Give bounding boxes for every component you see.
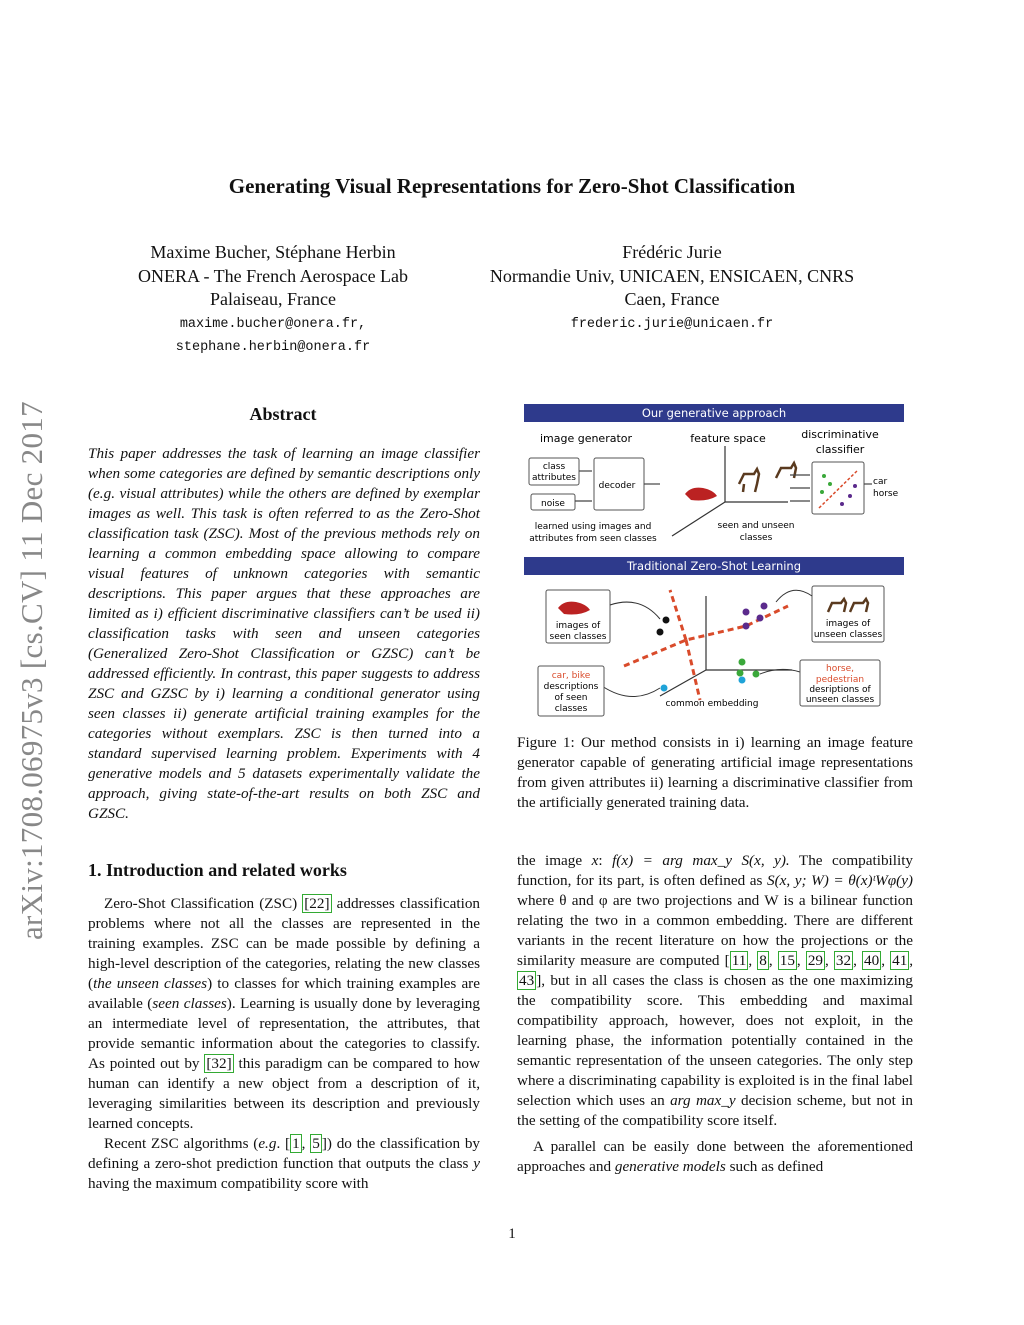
paragraph: the image x: f(x) = arg max_y S(x, y). The compatibility function, for its part, is often defined as S(x, y; W) = θ(x)ᵗWφ(y) where θ and φ are two projections and W is a bilinear function relating the two in a common embedding. There are different variants in the recent literature on how the projections or the similarity measure are computed [ 11 , 8 , 15 , 29 , 32 , 40 , 41 , 43 ], but in all cases the class is chosen as the one maximizing the compatibility score. This embedding and maximal compatibility approach, however, does not exploit, in the learning phase, the information potentially contained in the semantic representation of the unseen categories. The only step where a discriminating capability is exploited is in the final label selection which uses an arg max_y decision scheme, but not in the setting of the compatibility score itself. [517, 852, 914, 1129]
citation-link[interactable]: 5 [312, 1135, 320, 1152]
img-seen-l1: images of [555, 621, 601, 631]
horsep-l3: desriptions of [809, 685, 871, 695]
paragraph: A parallel can be easily done between the aforementioned approaches and generative models such as defined [517, 1138, 913, 1175]
carbike-l1: car, bike [551, 671, 591, 681]
author-names: Maxime Bucher, Stéphane Herbin [150, 242, 396, 262]
citation-link[interactable]: 40 [864, 952, 880, 969]
seen-unseen-l2: classes [739, 533, 773, 543]
figure-caption: Figure 1: Our method consists in i) learning an image feature generator capable of generating artificial image representations from given attributes ii) learning a discriminative classifier from the artificially generated training data. [517, 734, 913, 811]
label-car: car [873, 477, 888, 487]
citation-link[interactable]: 41 [892, 952, 908, 969]
citation-link[interactable]: 8 [759, 952, 767, 969]
author-affiliation: Normandie Univ, UNICAEN, ENSICAEN, CNRS [489, 265, 855, 286]
horsep-l4: unseen classes [805, 695, 875, 705]
author-location: Palaiseau, France [210, 289, 336, 309]
class-attr-l2: attributes [532, 473, 576, 483]
citation-link[interactable]: 32 [835, 952, 852, 969]
author-block-2 [460, 241, 884, 336]
label-horse: horse [873, 489, 899, 499]
citation-link[interactable]: [22] [304, 895, 330, 912]
abstract-text: This paper addresses the task of learning an image classifier when some categories are defined by semantic descriptions only (e.g. visual attributes) while the others are defined by exemplar images as well. This task is often referred to as the Zero-Shot classification task (ZSC). Most of the previous methods rely on learning a common embedding space allowing to compare visual features of unknown categories with semantic descriptions. This paper argues that these approaches are limited as i) efficient discriminative classifiers can’t be used ii) classification tasks with seen and unseen categories (Generalized Zero-Shot Classification or GZSC) can’t be addressed efficiently. In contrast, this paper suggests to address ZSC and GZSC by i) learning a conditional generator using seen classes ii) generate artificial training examples for the categories without exemplars. ZSC is then turned into a standard supervised learning problem. Experiments with 4 generative models and 5 datasets experimentally validate the approach, giving state-of-the-art results on both ZSC and GZSC. [88, 445, 480, 822]
noise-label: noise [541, 499, 565, 509]
citation-link[interactable]: 1 [292, 1135, 300, 1152]
citation-link[interactable]: 29 [807, 952, 823, 969]
common-embedding-label: common embedding [665, 699, 759, 709]
img-unseen-l2: unseen classes [813, 630, 883, 640]
paper-title: Generating Visual Representations for Zero-Shot Classification [228, 174, 796, 198]
horse-image [739, 463, 796, 492]
figure-1 [520, 400, 910, 722]
author-email: stephane.herbin@onera.fr [175, 339, 371, 355]
embedding-axes [660, 596, 792, 696]
citation-link[interactable]: 43 [519, 972, 535, 989]
intro-text [88, 894, 480, 1194]
label-disc-2: classifier [815, 443, 865, 456]
classifier-arrows [790, 475, 810, 501]
banner-bottom-label: Traditional Zero-Shot Learning [626, 559, 802, 573]
carbike-l4: classes [554, 704, 588, 714]
seen-unseen-l1: seen and unseen [717, 521, 795, 531]
citation-link[interactable]: 15 [779, 952, 795, 969]
label-feature-space: feature space [690, 432, 766, 445]
author-email: frederic.jurie@unicaen.fr [570, 316, 774, 332]
author-affiliation: ONERA - The French Aerospace Lab [137, 265, 409, 286]
decoder-label: decoder [598, 481, 636, 491]
class-attr-l1: class [542, 462, 566, 472]
paragraph: Zero-Shot Classification (ZSC) [22] addresses classification problems where not all the classes are represented in the training examples. ZSC can be made possible by defining a high-level description of the categories, relating the new classes (the unseen classes) to classes for which training examples are available (seen classes). Learning is usually done by leveraging an intermediate level of representation, the attributes, that provide semantic information about the categories to classify. As pointed out by [32] this paradigm can be compared to how human can identify a new object from a description of it, leveraging similarities between its description and previously learned concepts. [88, 895, 481, 1132]
author-block-1 [118, 241, 428, 359]
label-disc-1: discriminative [801, 428, 879, 441]
page-number: 1 [508, 1226, 516, 1242]
label-image-generator: image generator [539, 432, 633, 445]
img-seen-l2: seen classes [549, 632, 607, 642]
arxiv-stamp: arXiv:1708.06975v3 [cs.CV] 11 Dec 2017 [14, 401, 49, 940]
learned-l1: learned using images and [534, 522, 652, 532]
section-heading: 1. Introduction and related works [88, 860, 347, 880]
carbike-l2: descriptions [543, 682, 599, 692]
right-column-text [517, 851, 913, 1177]
learned-l2: attributes from seen classes [529, 534, 657, 544]
car-image [685, 488, 717, 501]
paragraph: Recent ZSC algorithms (e.g. [ 1 , 5 ]) do the classification by defining a zero-shot prediction function that outputs the class y having the maximum compatibility score with [88, 1135, 481, 1192]
carbike-l3: of seen [554, 693, 588, 703]
author-names: Frédéric Jurie [622, 242, 722, 262]
horsep-l1: horse, [826, 664, 854, 674]
citation-link[interactable]: 11 [731, 952, 747, 969]
author-location: Caen, France [624, 289, 720, 309]
citation-link[interactable]: [32] [206, 1055, 232, 1072]
horsep-l2: pedestrian [815, 675, 865, 685]
img-unseen-l1: images of [825, 619, 871, 629]
abstract-heading: Abstract [249, 404, 317, 424]
mapping-arrows [602, 590, 812, 696]
author-email: maxime.bucher@onera.fr, [179, 316, 367, 332]
banner-top-label: Our generative approach [641, 406, 787, 420]
